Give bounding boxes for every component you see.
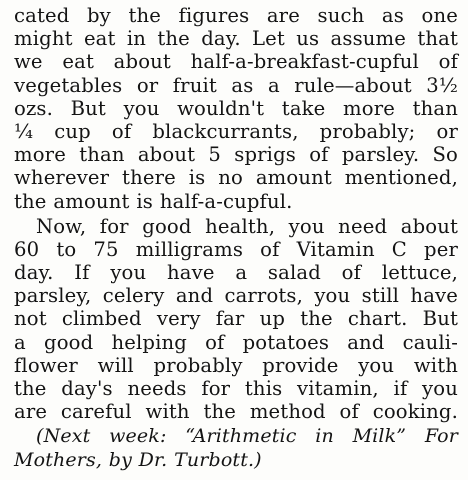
text-line: the day's needs for this vitamin, if you bbox=[14, 377, 458, 400]
text-line: 60 to 75 milligrams of Vitamin C per bbox=[14, 237, 458, 261]
text-line: day. If you have a salad of lettuce, bbox=[14, 261, 458, 285]
text-line: are careful with the method of cooking. bbox=[14, 400, 458, 424]
note-line: Mothers, by Dr. Turbott.) bbox=[14, 448, 262, 471]
text-line: ¼ cup of blackcurrants, probably; or bbox=[14, 119, 458, 143]
text-line: a good helping of potatoes and cauli- bbox=[14, 330, 458, 354]
paragraph-vitamin-amounts bbox=[14, 4, 458, 213]
paragraph-daily-needs bbox=[14, 215, 458, 424]
text-line: flower will probably provide you with bbox=[14, 353, 458, 377]
text-line: might eat in the day. Let us assume that bbox=[14, 27, 458, 51]
text-line: more than about 5 sprigs of parsley. So bbox=[14, 143, 458, 167]
text-line: ozs. But you wouldn't take more than bbox=[14, 96, 458, 120]
text-line: not climbed very far up the chart. But bbox=[14, 307, 458, 331]
article-column bbox=[14, 4, 458, 472]
text-line: cated by the figures are such as one bbox=[14, 4, 458, 27]
text-line: the amount is half-a-cupful. bbox=[14, 189, 293, 213]
text-line: parsley, celery and carrots, you still have bbox=[14, 284, 458, 308]
note-line: (Next week: “Arithmetic in Milk” For bbox=[36, 425, 458, 448]
next-week-note bbox=[14, 425, 458, 471]
text-line: wherever there is no amount mentioned, bbox=[14, 166, 458, 190]
text-line: we eat about half-a-breakfast-cupful of bbox=[14, 50, 458, 74]
text-line: Now, for good health, you need about bbox=[36, 214, 458, 238]
text-line: vegetables or fruit as a rule—about 3½ bbox=[14, 73, 458, 97]
